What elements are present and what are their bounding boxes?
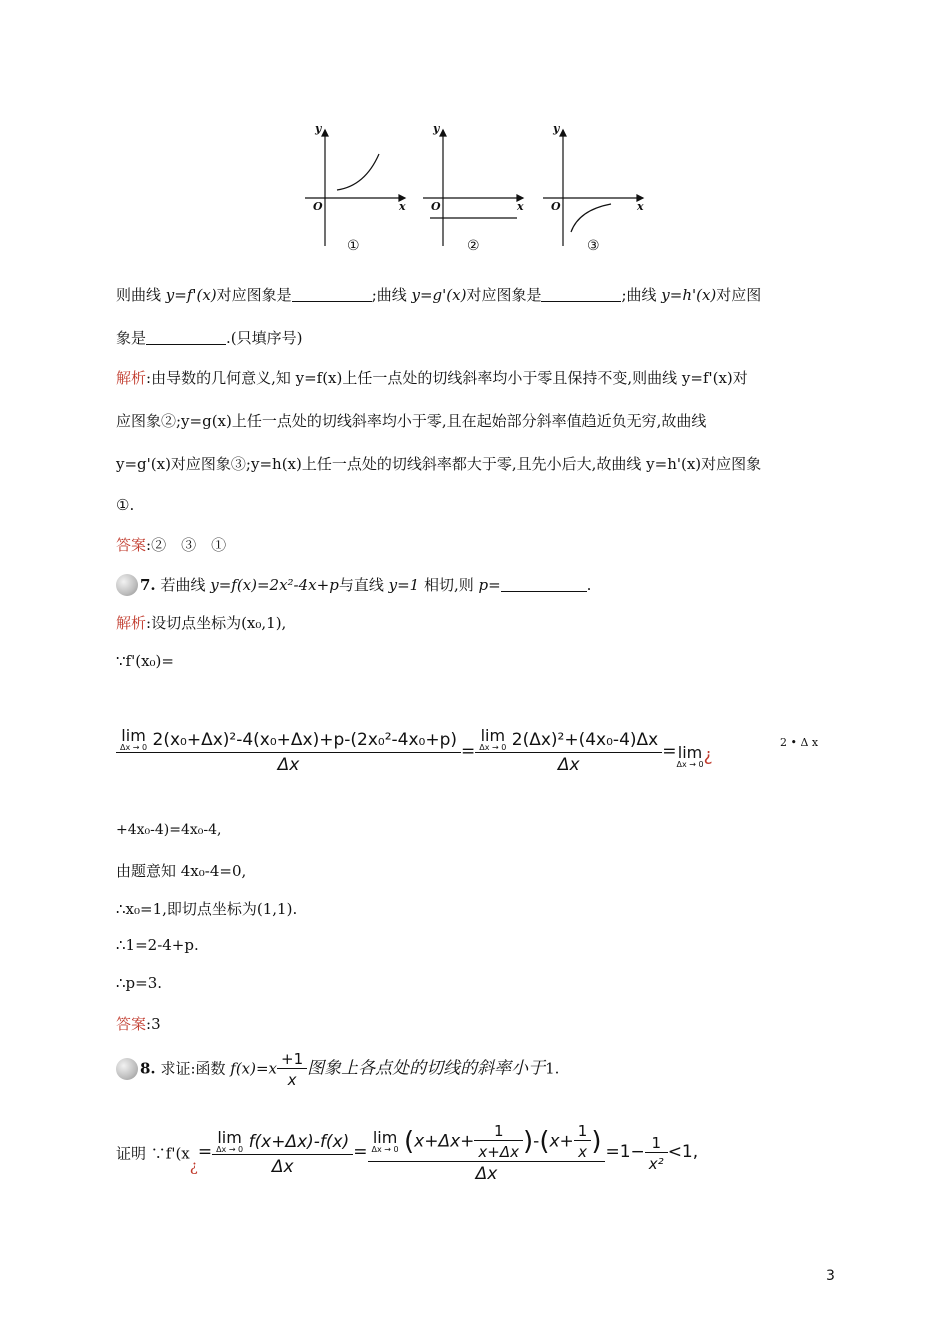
graph3-caption: ③ — [587, 238, 600, 254]
answer-blank-2[interactable] — [541, 287, 621, 302]
page-number: 3 — [826, 1268, 835, 1284]
q7-limit-equation: lim Δx → 0 2(x₀+Δx)²-4(x₀+Δx)+p-(2x₀²-4x₀+p) Δx = lim Δx → 0 2(Δx)²+(4x₀-4)Δx Δx = lim Δx → 0 ¿ — [116, 728, 713, 775]
q7-number: 7. — [140, 576, 156, 594]
q6-line2: 象是 .(只填序号) — [116, 329, 303, 347]
answer-blank-1[interactable] — [292, 287, 372, 302]
q7-cont: +4x₀-4)=4x₀-4, — [116, 822, 222, 838]
q7-step4: ∴p=3. — [116, 974, 163, 992]
graph3-origin: O — [551, 200, 561, 213]
q6-analysis-2: 应图象②;y=g(x)上任一点处的切线斜率均小于零,且在起始部分斜率值趋近负无穷,故曲线 — [116, 412, 707, 430]
graph2-y-label: y — [433, 122, 440, 135]
q7-stem: 7. 若曲线 y=f(x)=2x²-4x+p与直线 y=1 相切,则 p= . — [116, 574, 591, 596]
question-badge-icon — [116, 1058, 138, 1080]
graph2-x-label: x — [517, 200, 524, 213]
graph1-caption: ① — [347, 238, 360, 254]
q6-analysis-1: 解析:由导数的几何意义,知 y=f(x)上任一点处的切线斜率均小于零且保持不变,则曲线 y=f'(x)对 — [116, 369, 748, 387]
analysis-label: 解析 — [116, 369, 147, 387]
answer-blank-3[interactable] — [146, 330, 226, 345]
q7-deriv-label: ∵f'(x₀)= — [116, 652, 174, 670]
q8-stem: 8. 求证:函数 f(x)=x $\frac{+1}{x}$ 图象上各点处的切线的斜率小于1. — [116, 1050, 559, 1089]
q7-answer-blank[interactable] — [501, 577, 587, 592]
q7-analysis-1: 解析:设切点坐标为(x₀,1), — [116, 614, 287, 632]
graph1-y-label: y — [315, 122, 322, 135]
derivative-graphs — [295, 118, 655, 258]
q6-answer: 答案:② ③ ① — [116, 536, 227, 554]
graph3-y-label: y — [553, 122, 560, 135]
q7-answer: 答案:3 — [116, 1015, 161, 1033]
q7-tail-text: 2 • Δ x — [780, 736, 819, 749]
q7-step2: ∴x₀=1,即切点坐标为(1,1). — [116, 900, 298, 918]
graph2-origin: O — [431, 200, 441, 213]
graph1-x-label: x — [399, 200, 406, 213]
q7-step1: 由题意知 4x₀-4=0, — [116, 862, 247, 880]
graph2-caption: ② — [467, 238, 480, 254]
graph1-origin: O — [313, 200, 323, 213]
q6-line1: 则曲线 y=f'(x)对应图象是 ;曲线 y=g'(x)对应图象是 ;曲线 y=h'(x)对应图 — [116, 286, 762, 304]
q6-analysis-3: y=g'(x)对应图象③;y=h(x)上任一点处的切线斜率都大于零,且先小后大,故曲线 y=h'(x)对应图象 — [116, 455, 762, 473]
graph3-x-label: x — [637, 200, 644, 213]
question-badge-icon — [116, 574, 138, 596]
q8-proof: 证明 ∵f'(x¿= lim Δx → 0 f(x+Δx)-f(x) Δx = lim Δx → 0 (x+Δx+ $\frac{1}{x+\Delta x}$ )-(x+ $\frac{1}{x}$ ) Δx =1− $\frac{1}{\text{x²}}$ <1, — [116, 1122, 699, 1184]
q7-step3: ∴1=2-4+p. — [116, 936, 199, 954]
q6-analysis-4: ①. — [116, 496, 135, 514]
